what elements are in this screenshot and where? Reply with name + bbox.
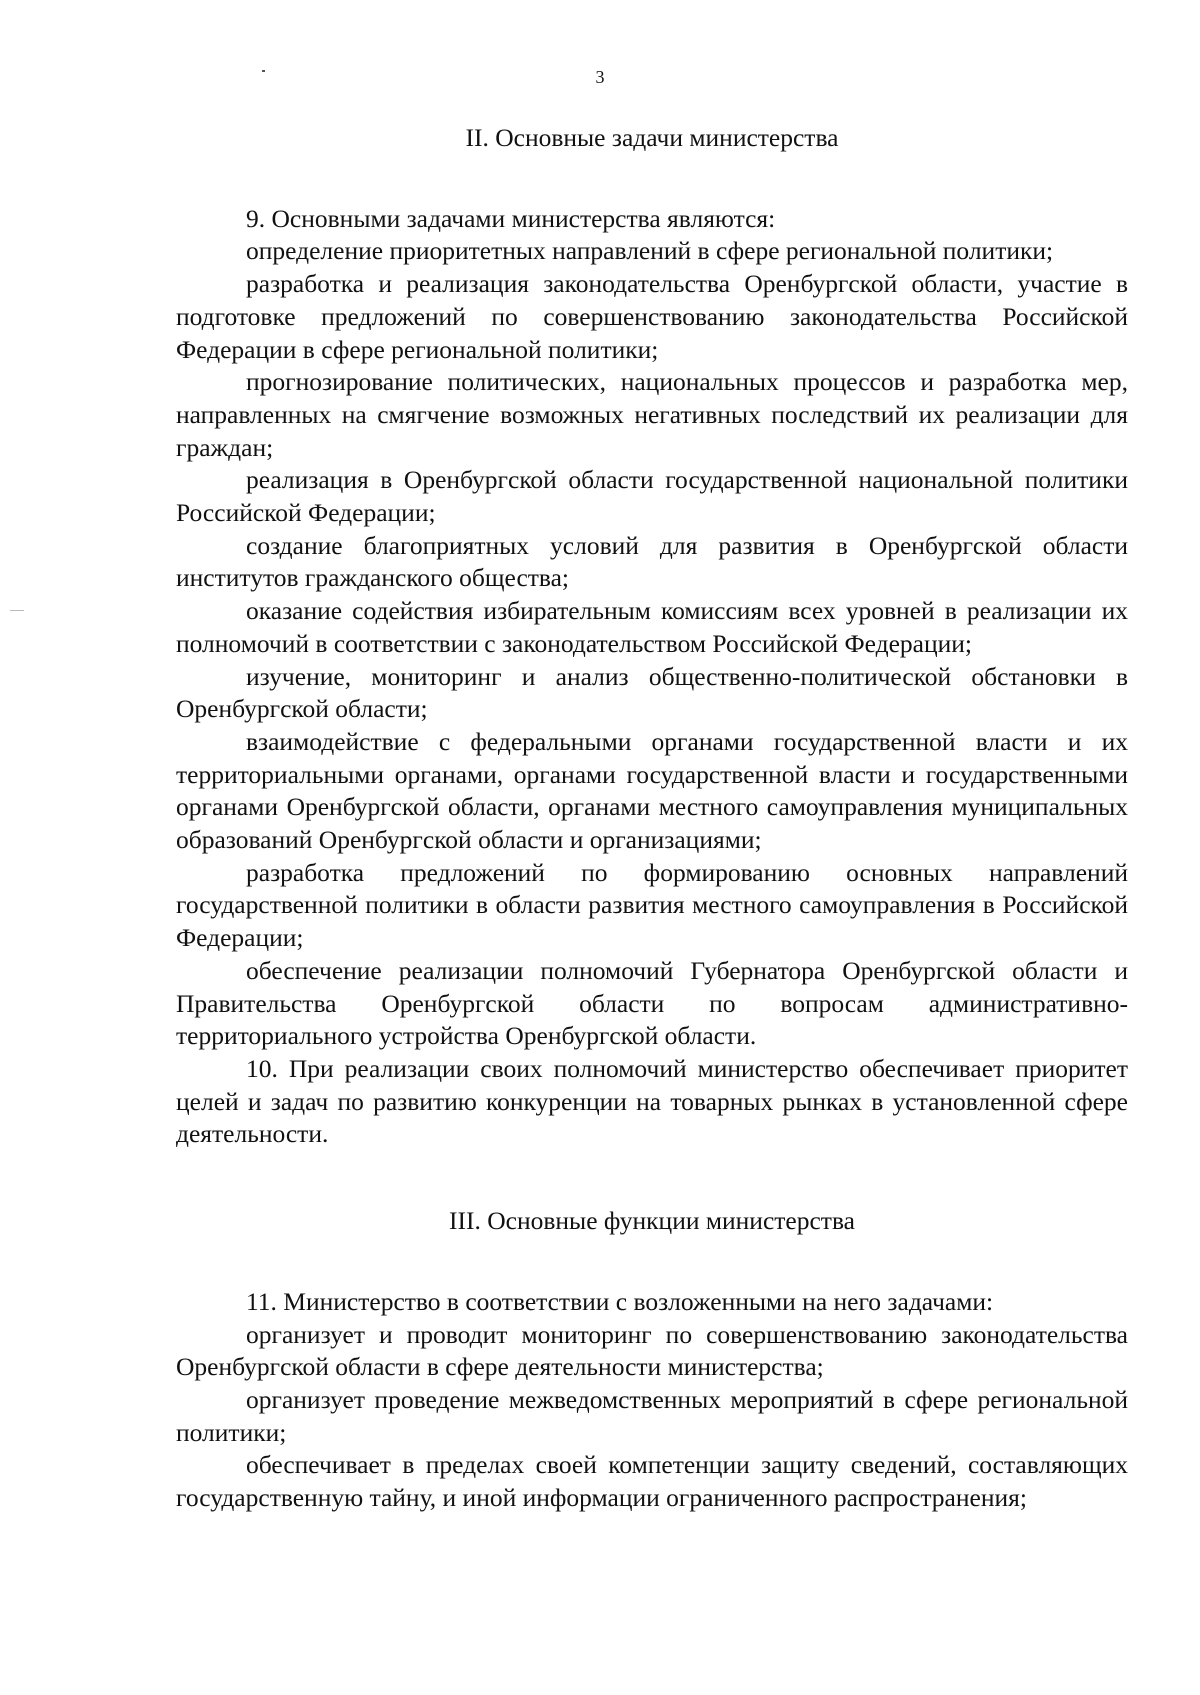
section-heading-tasks: II. Основные задачи министерства [465, 123, 839, 152]
paragraph: создание благоприятных условий для развития в Оренбургской области институтов гражданского общества; [176, 530, 1128, 593]
paragraph: 10. При реализации своих полномочий министерство обеспечивает приоритет целей и задач по развитию конкуренции на товарных рынках в установленной сфере деятельности. [176, 1053, 1128, 1149]
paragraph: взаимодействие с федеральными органами государственной власти и их территориальными органами, органами государственной власти и государственными органами Оренбургской области, органами местного самоуправления муниципальных образований Оренбургской области и организациями; [176, 726, 1128, 855]
paragraph: обеспечение реализации полномочий Губернатора Оренбургской области и Правительства Оренбургской области по вопросам административно-территориального устройства Оренбургской области. [176, 955, 1128, 1051]
paragraph: определение приоритетных направлений в сфере региональной политики; [246, 236, 1054, 266]
paragraph: прогнозирование политических, национальных процессов и разработка мер, направленных на смягчение возможных негативных последствий их реализации для граждан; [176, 367, 1128, 462]
spacer [176, 1151, 1128, 1205]
paragraph: организует и проводит мониторинг по совершенствованию законодательства Оренбургской области в сфере деятельности министерства; [176, 1319, 1128, 1382]
paragraph: 9. Основными задачами министерства являются: [246, 203, 776, 233]
paragraph: изучение, мониторинг и анализ общественно-политической обстановки в Оренбургской области; [176, 661, 1128, 724]
document-body [176, 122, 1128, 1515]
paragraph: разработка и реализация законодательства Оренбургской области, участие в подготовке предложений по совершенствованию законодательства Российской Федерации в сфере региональной политики; [176, 269, 1128, 364]
paragraph: 11. Министерство в соответствии с возложенными на него задачами: [246, 1286, 994, 1316]
page-number: 3 [595, 67, 605, 87]
paragraph: организует проведение межведомственных мероприятий в сфере региональной политики; [176, 1384, 1128, 1447]
scan-artifact-line [10, 610, 24, 611]
section-heading-functions: III. Основные функции министерства [449, 1206, 855, 1236]
paragraph: оказание содействия избирательным комиссиям всех уровней в реализации их полномочий в соответствии с законодательством Российской Федерации; [176, 596, 1128, 658]
paragraph: разработка предложений по формированию основных направлений государственной политики в области развития местного самоуправления в Российской Федерации; [176, 857, 1128, 953]
paragraph: реализация в Оренбургской области государственной национальной политики Российской Федерации; [176, 465, 1128, 528]
spacer [176, 155, 1128, 203]
paragraph: обеспечивает в пределах своей компетенции защиту сведений, составляющих государственную тайну, и иной информации ограниченного распространения; [176, 1450, 1128, 1513]
spacer [176, 1238, 1128, 1286]
